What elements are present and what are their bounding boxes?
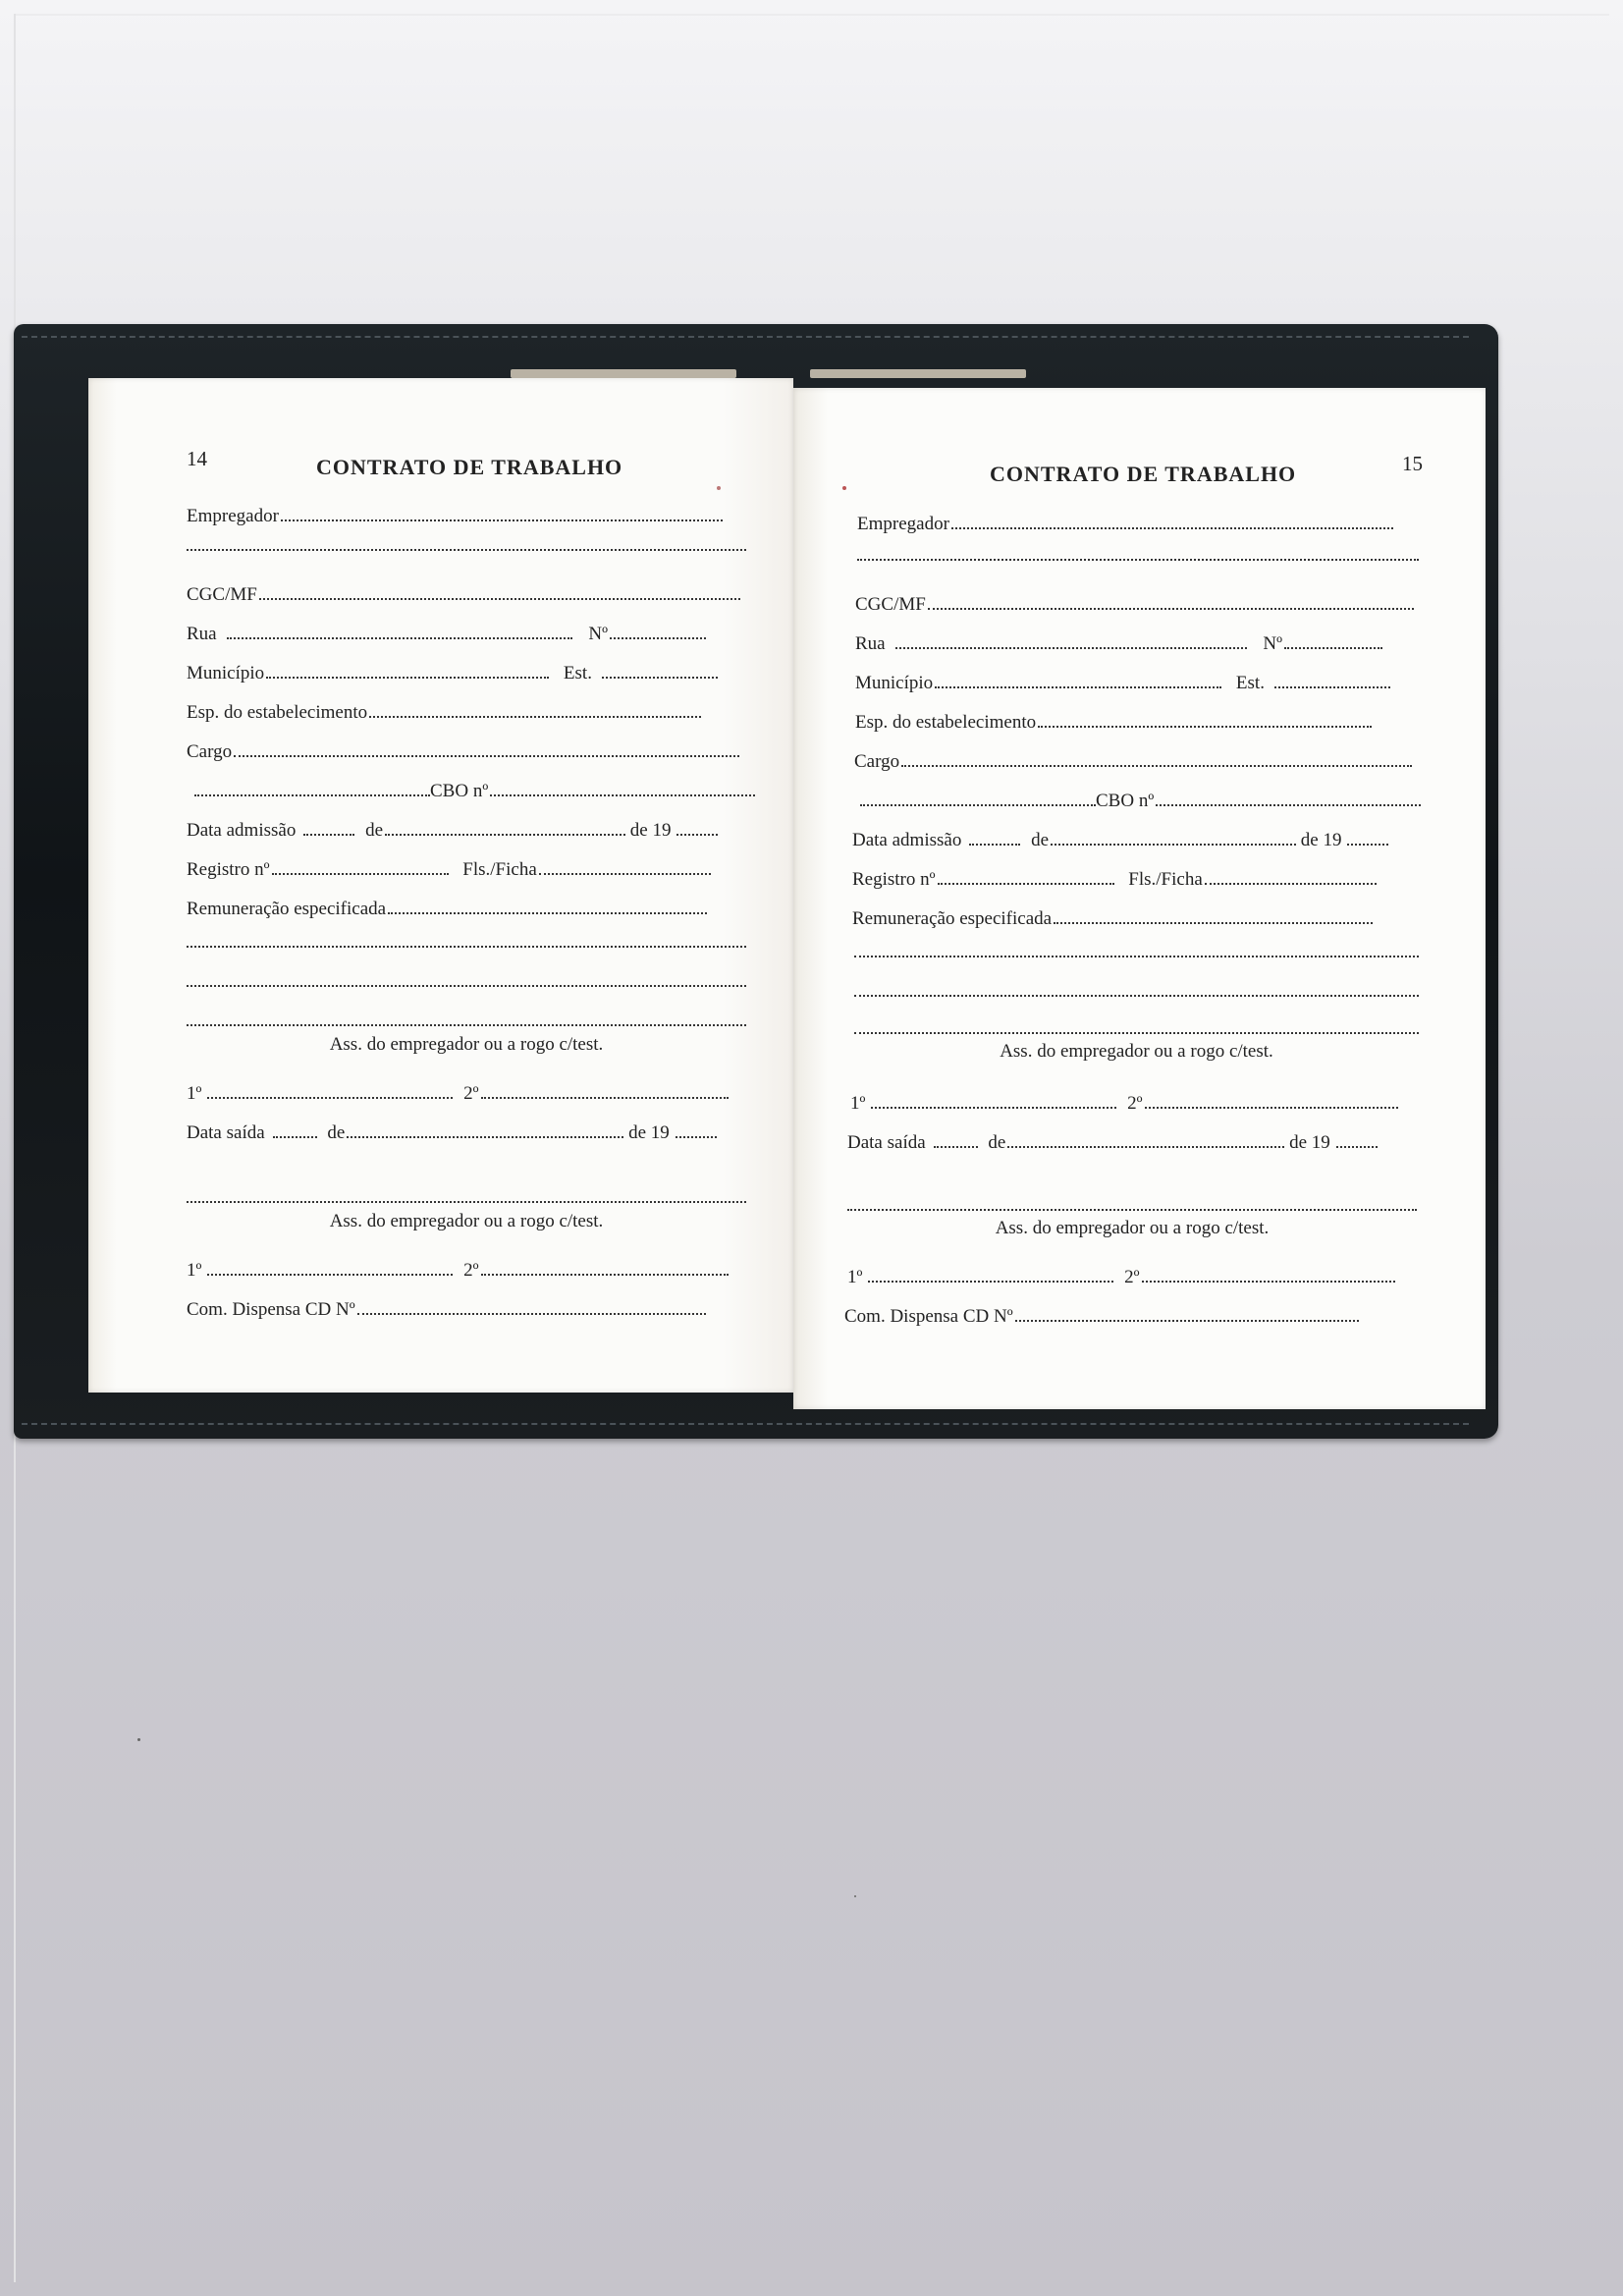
dotted-line bbox=[1051, 838, 1296, 846]
signature-line-employer[interactable] bbox=[854, 1026, 1419, 1034]
page-number: 14 bbox=[187, 447, 207, 470]
signature-line-exit[interactable] bbox=[847, 1203, 1417, 1211]
dotted-line bbox=[847, 1203, 1417, 1211]
dotted-line bbox=[901, 759, 1412, 767]
field-remuneracao-continued[interactable] bbox=[854, 989, 1419, 997]
dotted-line bbox=[266, 671, 549, 679]
field-remuneracao[interactable] bbox=[187, 899, 707, 920]
dotted-line bbox=[369, 710, 701, 718]
ink-speck bbox=[717, 486, 721, 490]
field-label: de 19 bbox=[1300, 830, 1342, 850]
field-rua[interactable] bbox=[187, 624, 706, 645]
field-label: Remuneração especificada bbox=[852, 908, 1053, 929]
dotted-line bbox=[854, 1026, 1419, 1034]
field-label: Empregador bbox=[857, 514, 949, 534]
field-label: Data saída bbox=[187, 1122, 265, 1143]
field-label: Município bbox=[187, 663, 265, 683]
dotted-line bbox=[187, 543, 746, 551]
right-page bbox=[793, 388, 1486, 1409]
dotted-line bbox=[1142, 1275, 1395, 1283]
dotted-line bbox=[187, 1195, 746, 1203]
field-registro[interactable] bbox=[852, 869, 1377, 891]
field-label: Com. Dispensa CD Nº bbox=[844, 1306, 1013, 1327]
field-com-dispensa[interactable] bbox=[844, 1306, 1359, 1328]
dotted-line bbox=[490, 789, 755, 796]
scan-edge bbox=[14, 14, 1609, 16]
dotted-line bbox=[1015, 1314, 1359, 1322]
field-label: CGC/MF bbox=[855, 594, 926, 615]
cover-strip bbox=[810, 369, 1026, 378]
field-remuneracao-continued[interactable] bbox=[187, 979, 746, 987]
dotted-line bbox=[207, 1091, 453, 1099]
dotted-line bbox=[610, 631, 706, 639]
page-title: CONTRATO DE TRABALHO bbox=[316, 455, 623, 479]
dotted-line bbox=[388, 906, 707, 914]
dotted-line bbox=[676, 828, 718, 836]
field-data-admissao[interactable] bbox=[852, 830, 1388, 851]
field-cbo[interactable] bbox=[860, 791, 1421, 812]
dotted-line bbox=[385, 828, 625, 836]
dotted-line bbox=[187, 1018, 746, 1026]
dotted-line bbox=[281, 514, 723, 521]
field-registro[interactable] bbox=[187, 859, 711, 881]
dotted-line bbox=[1145, 1101, 1398, 1109]
field-label: Município bbox=[855, 673, 934, 693]
field-label: 1º bbox=[187, 1083, 202, 1104]
field-label: Est. bbox=[1235, 673, 1265, 693]
dotted-line bbox=[303, 828, 354, 836]
field-label: 2º bbox=[1127, 1093, 1143, 1114]
field-cgc[interactable] bbox=[187, 584, 740, 606]
dotted-line bbox=[347, 1130, 623, 1138]
field-label: Fls./Ficha bbox=[1128, 869, 1203, 890]
dotted-line bbox=[272, 867, 449, 875]
field-cbo[interactable] bbox=[194, 781, 755, 802]
field-label: de bbox=[327, 1122, 346, 1143]
field-rua[interactable] bbox=[855, 633, 1382, 655]
field-label: Cargo bbox=[854, 751, 900, 772]
field-empregador-continued[interactable] bbox=[857, 553, 1419, 561]
dotted-line bbox=[539, 867, 711, 875]
cover-stitching bbox=[22, 1423, 1469, 1425]
field-label: 1º bbox=[847, 1267, 863, 1287]
dotted-line bbox=[357, 1307, 706, 1315]
left-page bbox=[88, 378, 793, 1393]
dotted-line bbox=[951, 521, 1393, 529]
dust-speck bbox=[854, 1895, 856, 1897]
cover-stitching bbox=[22, 336, 1469, 338]
ink-speck bbox=[842, 486, 846, 490]
field-label: Com. Dispensa CD Nº bbox=[187, 1299, 355, 1320]
dotted-line bbox=[481, 1268, 729, 1276]
field-label: 2º bbox=[463, 1260, 479, 1281]
dust-speck bbox=[137, 1738, 140, 1741]
dotted-line bbox=[1038, 720, 1372, 728]
field-data-admissao[interactable] bbox=[187, 820, 718, 842]
field-esp-estabelecimento[interactable] bbox=[187, 702, 701, 724]
dotted-line bbox=[854, 989, 1419, 997]
dotted-line bbox=[187, 940, 746, 948]
field-label: Empregador bbox=[187, 506, 279, 526]
field-empregador-continued[interactable] bbox=[187, 543, 746, 551]
dotted-line bbox=[868, 1275, 1113, 1283]
field-witnesses[interactable] bbox=[187, 1083, 729, 1105]
signature-line-exit[interactable] bbox=[187, 1195, 746, 1203]
dotted-line bbox=[857, 553, 1419, 561]
dotted-line bbox=[871, 1101, 1116, 1109]
field-label: de 19 bbox=[628, 1122, 670, 1143]
field-label: Nº bbox=[588, 624, 608, 644]
dotted-line bbox=[854, 950, 1419, 957]
field-esp-estabelecimento[interactable] bbox=[855, 712, 1372, 734]
field-label: de 19 bbox=[629, 820, 672, 841]
field-label: Esp. do estabelecimento bbox=[187, 702, 368, 723]
field-empregador[interactable] bbox=[187, 506, 723, 527]
field-municipio[interactable] bbox=[855, 673, 1390, 694]
dotted-line bbox=[1007, 1140, 1284, 1148]
cover-strip bbox=[511, 369, 736, 378]
field-data-saida[interactable] bbox=[847, 1132, 1378, 1154]
field-cargo[interactable] bbox=[187, 741, 739, 763]
dotted-line bbox=[676, 1130, 717, 1138]
dotted-line bbox=[1347, 838, 1388, 846]
field-cgc[interactable] bbox=[855, 594, 1414, 616]
dotted-line bbox=[273, 1130, 317, 1138]
field-label: 2º bbox=[463, 1083, 479, 1104]
dotted-line bbox=[895, 641, 1247, 649]
field-label: CBO nº bbox=[1096, 791, 1155, 811]
field-empregador[interactable] bbox=[857, 514, 1393, 535]
field-label: Fls./Ficha bbox=[462, 859, 537, 880]
dotted-line bbox=[969, 838, 1020, 846]
dotted-line bbox=[1284, 641, 1382, 649]
field-com-dispensa[interactable] bbox=[187, 1299, 706, 1321]
signature-caption: Ass. do empregador ou a rogo c/test. bbox=[995, 1218, 1270, 1238]
dotted-line bbox=[207, 1268, 453, 1276]
field-label: Cargo bbox=[187, 741, 233, 762]
dotted-line bbox=[934, 1140, 978, 1148]
signature-line-employer[interactable] bbox=[187, 1018, 746, 1026]
field-label: Data admissão bbox=[852, 830, 962, 850]
field-label: Rua bbox=[855, 633, 886, 654]
field-remuneracao[interactable] bbox=[852, 908, 1373, 930]
signature-caption: Ass. do empregador ou a rogo c/test. bbox=[1000, 1041, 1273, 1062]
dotted-line bbox=[938, 877, 1114, 885]
field-label: Data admissão bbox=[187, 820, 297, 841]
field-witnesses-exit[interactable] bbox=[187, 1260, 729, 1282]
field-cargo[interactable] bbox=[854, 751, 1412, 773]
field-label: Nº bbox=[1263, 633, 1282, 654]
field-label: de 19 bbox=[1289, 1132, 1330, 1153]
field-remuneracao-continued[interactable] bbox=[187, 940, 746, 948]
dotted-line bbox=[227, 631, 572, 639]
dotted-line bbox=[259, 592, 740, 600]
field-label: 1º bbox=[850, 1093, 866, 1114]
dotted-line bbox=[928, 602, 1414, 610]
field-label: de bbox=[365, 820, 384, 841]
page-title: CONTRATO DE TRABALHO bbox=[990, 462, 1297, 486]
dotted-line bbox=[1205, 877, 1377, 885]
dotted-line bbox=[1156, 798, 1421, 806]
dotted-line bbox=[935, 681, 1221, 688]
field-label: 1º bbox=[187, 1260, 202, 1281]
field-witnesses[interactable] bbox=[850, 1093, 1398, 1115]
dotted-line bbox=[234, 749, 739, 757]
field-label: Est. bbox=[563, 663, 592, 683]
signature-caption: Ass. do empregador ou a rogo c/test. bbox=[329, 1034, 604, 1055]
dotted-line bbox=[1274, 681, 1390, 688]
field-label: de bbox=[988, 1132, 1006, 1153]
dotted-line bbox=[194, 789, 430, 796]
dotted-line bbox=[187, 979, 746, 987]
field-label: Rua bbox=[187, 624, 217, 644]
field-label: Esp. do estabelecimento bbox=[855, 712, 1037, 733]
field-label: CBO nº bbox=[430, 781, 489, 801]
page-number: 15 bbox=[1402, 452, 1423, 475]
dotted-line bbox=[481, 1091, 729, 1099]
field-label: Registro nº bbox=[187, 859, 270, 880]
field-label: de bbox=[1031, 830, 1050, 850]
field-label: 2º bbox=[1124, 1267, 1140, 1287]
dotted-line bbox=[1336, 1140, 1378, 1148]
field-label: CGC/MF bbox=[187, 584, 257, 605]
dotted-line bbox=[602, 671, 718, 679]
field-label: Data saída bbox=[847, 1132, 926, 1153]
field-remuneracao-continued[interactable] bbox=[854, 950, 1419, 957]
field-data-saida[interactable] bbox=[187, 1122, 717, 1144]
field-witnesses-exit[interactable] bbox=[847, 1267, 1395, 1288]
dotted-line bbox=[1054, 916, 1373, 924]
dotted-line bbox=[860, 798, 1096, 806]
field-label: Registro nº bbox=[852, 869, 936, 890]
signature-caption: Ass. do empregador ou a rogo c/test. bbox=[329, 1211, 604, 1231]
field-municipio[interactable] bbox=[187, 663, 718, 684]
field-label: Remuneração especificada bbox=[187, 899, 387, 919]
